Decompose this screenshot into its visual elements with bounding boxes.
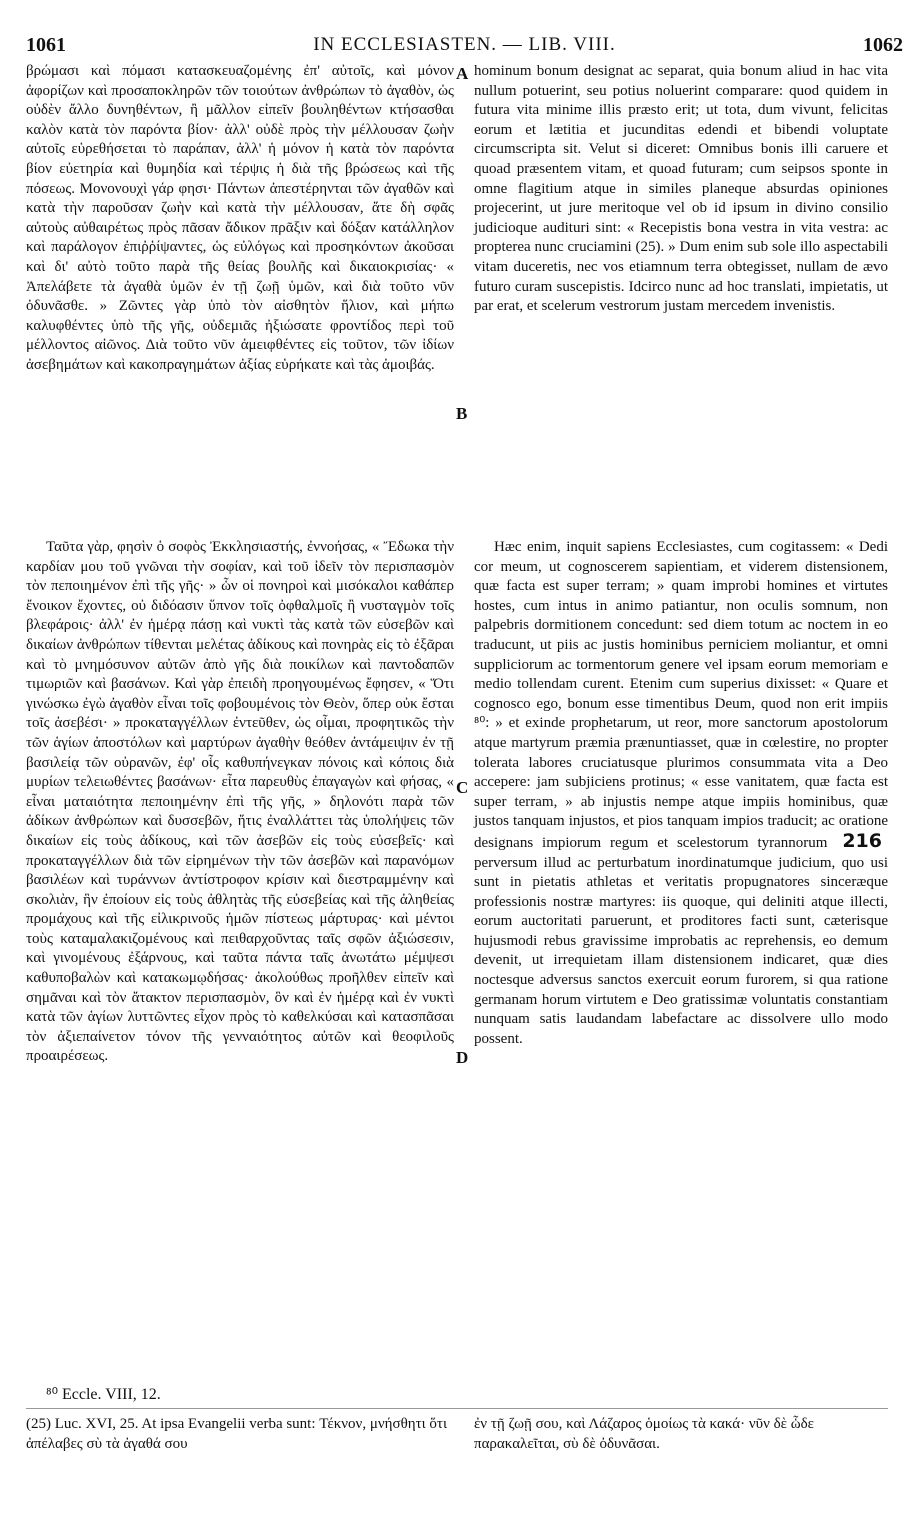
section-marker-d: D <box>456 1048 469 1067</box>
note-25-right: ἐν τῇ ζωῇ σου, καὶ Λάζαρος ὁμοίως τὰ κακά· νῦν δὲ ὧδε παρακαλεῖται, σὺ δὲ ὀδυνᾶσαι. <box>474 1416 814 1452</box>
note-25-left: (25) Luc. XVI, 25. At ipsa Evangelii verba sunt: Τέκνον, μνήσθητι ὅτι ἀπέλαβες σὺ τὰ ἀγαθά σου <box>26 1416 447 1452</box>
greek-column-bottom <box>26 538 454 1368</box>
section-marker-b: B <box>456 404 468 423</box>
latin-paragraph-2-part-1: Hæc enim, inquit sapiens Ecclesiastes, cum cogitassem: « Dedi cor meum, ut cognoscerem sapientiam, et viderem distensionem, quæ facta est super terram; » quam improbi homines et virtutes hostes, cum intus in animo patiantur, non oculis somnum, non palpebris dormitionem concedunt: sed diem totum ac noctem in eo traducunt, ut piis ac justis hominibus perniciem moliantur, et omni suppliciorum ac tormentorum genere vel ipsam eorum memoriam e medio tollendam curent. Etenim cum superius dixisset: « Quare et cognosco ego, bonum esse timentibus Deum, quod non erit impiis ⁸⁰: » et exinde prophetarum, ut reor, more sanctorum apostolorum atque martyrum præmia prænuntiasset, quæ in cœlestire, no propter tolerata labores cruciatusque plurimos consummata vita a Deo accepere: jam subjiciens protinus; « esse vanitatem, quæ facta est super terram, » ab injustis nempe atque impiis hominibus, quæ justos tanquam injustos, et pios tanquam impios traducit; ac oratione designans impiorum regum et scelestorum tyrannorum <box>474 539 888 851</box>
footnote-80: ⁸⁰ Eccle. VIII, 12. <box>46 1386 161 1403</box>
section-marker-c: C <box>456 778 469 797</box>
page-number-right: 1062 <box>863 34 903 56</box>
greek-paragraph-2: Ταῦτα γὰρ, φησὶν ὁ σοφὸς Ἐκκλησιαστής, ἐννοήσας, « Ἔδωκα τὴν καρδίαν μου τοῦ γνῶναι τὴν σοφίαν, καὶ τοῦ ἰδεῖν τὸν περισπασμὸν τὸν πεποιημένον ἐπὶ τῆς γῆς· » ὧν οἱ πονηροὶ καὶ μισόκαλοι καθάπερ ἔνοικον ἔχοντες, οὐ διδόασιν ὕπνον τοῖς ὀφθαλμοῖς ἢ νυσταγμὸν τοῖς βλεφάροις· ἀλλ' ἐν ἡμέρᾳ πάσῃ καὶ νυκτὶ τὰς κατὰ τῶν εὐσεβῶν καὶ δικαίων ἀνθρώπων τίθενται μελέτας ἀδίκους καὶ πονηρὰς εἰς τὸ ἐξᾶραι καὶ τὸ μνημόσυνον αὐτῶν ἀπὸ γῆς διὰ ποικίλων καὶ παντοδαπῶν τιμωριῶν καὶ βασάνων. Καὶ γὰρ ἐπειδὴ προηγουμένως ἔφησεν, « Ὅτι γινώσκω ἐγὼ ἀγαθὸν εἶναι τοῖς φοβουμένοις τὸν Θεὸν, ὅπερ οὐκ ἔσται τοῖς ἀσεβέσι· » προκαταγγέλλων ἐντεῦθεν, ὡς οἶμαι, προφητικῶς τὴν τῶν ἁγίων ἀποστόλων καὶ μαρτύρων ἀγαθὴν θεόθεν ἀντάμειψιν ἐν τῇ βασιλείᾳ τῶν οὐρανῶν, ἐφ' οἷς καθυπήνεγκαν πόνοις καὶ κόποις διὰ μυρίων τελειωθέντες βασάνων· εἶτα παρευθὺς ἐπαγαγὼν καὶ φήσας, « εἶναι ματαιότητα πεποιημένην ἐπὶ τῆς γῆς, » δηλονότι παρὰ τῶν ἀδίκων ἀνθρώπων καὶ δυσσεβῶν, ἥτις ἐναλλάττει τὰς ὑπολήψεις τῶν δικαίων εἰς τοὺς ἀδίκους, καὶ τῶν ἀσεβῶν εἰς τοὺς εὐσεβεῖς· καὶ προκαταγγέλλων διὰ τῶν εἰρημένων τὴν τῶν ἀσεβῶν καὶ παρανόμων βασιλέων καὶ τυράννων ἀντίστροφον κρίσιν καὶ διεστραμμένην καὶ σκολιὰν, ἣν ἐποίουν εἰς τοὺς ἀθλητὰς τῆς εὐσεβείας καὶ τῆς ἀληθείας προμάχους καὶ τῆς εἰλικρινοῦς ἡμῶν πίστεως μάρτυρας· καὶ μέντοι τοὺς καταμαλακιζομένους καὶ πειθαρχοῦντας ταῖς σφῶν ἀξιώσεσιν, καὶ γινομένους ἐξάρνους, καὶ ταῦτα πάντα ταῖς ἀνωτάτω μέμψεσι καθυποβαλὼν καὶ κατακωμῳδήσας· ἀκολούθως προῆλθεν εἰπεῖν καὶ σημᾶναι καὶ τὸν ἄτακτον περισπασμὸν, ὃν καὶ ἐν ἡμέρᾳ καὶ ἐν νυκτὶ κατὰ τῶν ἁγίων λυττῶντες εἶχον πρὸς τὸ καθελκύσαι καὶ κατασπᾶσαι τὸν ἀξιεπαίνετον τόνον τῆς γενναιότητος αὐτῶν καὶ θεοφιλοῦς προαιρέσεως. <box>26 539 454 1065</box>
latin-column-bottom <box>474 538 888 1328</box>
running-title: IN ECCLESIASTEN. — LIB. VIII. <box>313 34 616 55</box>
latin-paragraph-2 <box>474 538 888 1049</box>
greek-paragraph-1: βρώμασι καὶ πόμασι κατασκευαζομένης ἐπ' αὐτοῖς, καὶ μόνον ἀφορίζων καὶ προσαποκληρῶν τῶν τοιούτων ἀνθρώπων τὸ ἀγαθὸν, ὡς οὐδὲν ἄλλο δυνηθέντων, ἢ μᾶλλον εἰπεῖν βουληθέντων κτήσασθαι καλὸν κατὰ τὸν παρόντα βίον· ἀλλ' οὐδὲ πρὸς τὴν μέλλουσαν ζωὴν αὐτοῖς εὑρεθήσεται τὸ παράπαν, ἀλλ' ἡ μόνον ἡ κατὰ τὸν παρόντα βίον εὐετηρία καὶ θυμηδία καὶ τέρψις ἡ διὰ τῆς βρώσεως καὶ τῆς πόσεως. Μονονουχὶ γάρ φησι· Πάντων ἀπεστέρηνται τῶν ἀγαθῶν καὶ κατὰ τὴν παροῦσαν ζωὴν καὶ κατὰ τὴν μέλλουσαν, ἅτε δὴ σφᾶς αὐτοὺς αὐθαιρέτως πρὸς πᾶσαν ἄδικον πρᾶξιν καὶ δόξαν κατάλληλον καὶ παράλογον ἐπιῤῥίψαντες, ὡς εὐλόγως καὶ προσηκόντων ἀκοῦσαι καὶ δι' αὐτὸ τοῦτο παρὰ τῆς θείας βουλῆς καὶ δικαιοκρισίας· « Ἀπελάβετε τὰ ἀγαθὰ ὑμῶν ἐν τῇ ζωῇ ὑμῶν, καὶ διὰ τοῦτο νῦν ὀδυνᾶσθε. » Ζῶντες γὰρ ὑπὸ τὸν αἰσθητὸν ἥλιον, καὶ μήπω καλυφθέντες ὑπὸ τῆς γῆς, οὐδεμιᾶς ἠξιώσατε φροντίδος περὶ τοῦ μέλλοντος αἰῶνος. Διὰ τοῦτο νῦν ἀμειφθέντες εἰς τοῦτον, τῶν ἰδίων ἀσεβημάτων καὶ κακοπραγημάτων ἀξίας εὑρήκατε καὶ τὰς ἀμοιβάς. <box>26 63 454 373</box>
greek-column-top <box>26 62 454 502</box>
latin-paragraph-2-part-2: perversum illud ac perturbatum inordinatumque judicium, quo usi sunt in pietatis athletas et veritatis propugnatores sinceræque professionis nostræ martyres: iis quoque, qui deliniti atque illecti, eorum auctoritati paruerunt, et proditores facti sunt, cæterisque hujusmodi rebus gravissime improbatis ac reprehensis, eo demum devenit, ut irrequietam illam distensionem indicaret, quæ dies noctesque adversus sanctos exercuit eorum furorem, si qua ratione germanam horum virtutem e Deo gratissimæ voluntatis constantiam nunquam satis laudandam labefactare ac dissolvere ullo modo possent. <box>474 854 888 1047</box>
column-number: 216 <box>842 829 882 852</box>
page-number-left: 1061 <box>26 34 66 56</box>
latin-column-top <box>474 62 888 482</box>
latin-paragraph-1: hominum bonum designat ac separat, quia bonum aliud in hac vita nullum potuerint, seu potius noluerint comparare: quod quidem in futura vita minime illis præsto erit; ut tota, dum vivunt, felicitas eorum et lætitia et jucunditas edendi et bibendi voluptate circumscripta sit. Velut si diceret: Omnibus bonis illi caruere et quoad præsentem vitam, et quoad futuram; cum seipsos sponte in omne flagitium atque in similes planeque absurdas opiniones projecerint, ut jure meritoque vel ob id ipsum in divino consilio judicioque audituri sint: « Recepistis bona vestra in vita vestra: ac propterea nunc cruciamini (25). » Dum enim sub sole illo aspectabili vitam duceretis, nec vos etiamnum terra obtegisset, nullam de ævo futuro curam suscepistis. Idcirco nunc ad hoc translati, impietatis, ut par erat, et scelerum vestrorum justam mercedem invenistis. <box>474 63 888 315</box>
section-marker-a: A <box>456 64 469 83</box>
page-header <box>26 34 903 56</box>
footnote-divider <box>26 1408 888 1409</box>
